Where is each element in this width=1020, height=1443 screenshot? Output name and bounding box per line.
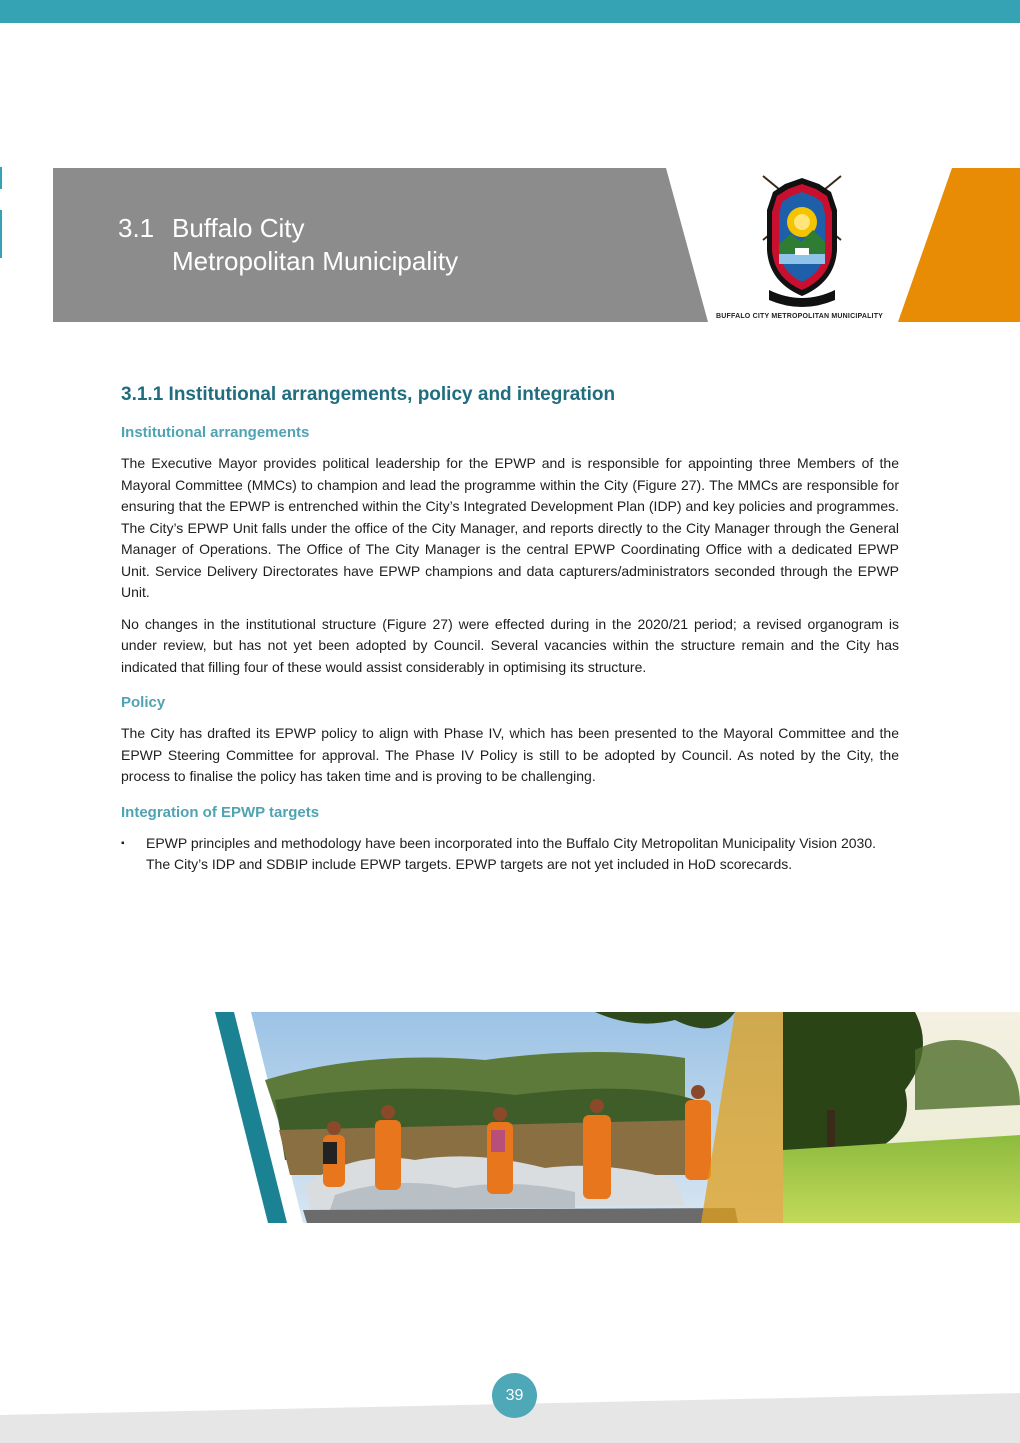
section-number: 3.1 [118, 213, 155, 243]
subsection-heading: 3.1.1 Institutional arrangements, policy and integration [121, 384, 616, 405]
orange-accent-tab [898, 168, 1020, 322]
section-title-line1: Buffalo City [172, 213, 305, 243]
bullet-icon: ▪ [121, 837, 125, 849]
paragraph-institutional-1: The Executive Mayor provides political leadership for the EPWP and is responsible for appointing three Members of the Mayoral Committee (MMCs) to champion and lead the programme within the City (Figure 27). The MMCs are responsible for ensuring that the EPWP is entrenched within the City’s Integrated Development Plan (IDP) and key policies and programmes. The City’s EPWP Unit falls under the office of the City Manager, and reports directly to the City Manager through the General Manager of Operations. The Office of The City Manager is the central EPWP Coordinating Office with a dedicated EPWP Unit. Service Delivery Directorates have EPWP champions and data capturers/administrators seconded through the EPWP Unit. [121, 455, 899, 600]
subheading-policy: Policy [121, 694, 166, 711]
edge-mark [0, 167, 2, 189]
logo-caption: BUFFALO CITY METROPOLITAN MUNICIPALITY [716, 313, 884, 320]
edge-mark [0, 210, 2, 258]
list-item-text: EPWP principles and methodology have been incorporated into the Buffalo City Metropolitan Municipality Vision 2030. The City’s IDP and SDBIP include EPWP targets. EPWP targets are not yet included in HoD scorecards. [146, 834, 876, 872]
subheading-institutional: Institutional arrangements [121, 424, 310, 441]
page-number: 39 [492, 1373, 537, 1418]
list-item [121, 833, 899, 876]
paragraph-policy: The City has drafted its EPWP policy to align with Phase IV, which has been presented to the Mayoral Committee and the EPWP Steering Committee for approval. The Phase IV Policy is still to be adopted by Council. As noted by the City, the process to finalise the policy has taken time and is proving to be challenging. [121, 725, 899, 784]
subheading-integration: Integration of EPWP targets [121, 803, 320, 821]
municipal-crest-icon [755, 170, 850, 310]
integration-list [121, 833, 899, 876]
top-accent-bar [0, 0, 1020, 23]
paragraph-institutional-2: No changes in the institutional structure (Figure 27) were effected during in the 2020/21 period; a revised organogram is under review, but has not yet been adopted by Council. Several vacancies within the structure remain and the City has indicated that filling four of these would assist considerably in optimising its structure. [121, 615, 899, 675]
section-title-line2: Metropolitan Municipality [172, 246, 459, 276]
workers-cleanup-photo [215, 1010, 1020, 1225]
main-content [121, 384, 899, 876]
